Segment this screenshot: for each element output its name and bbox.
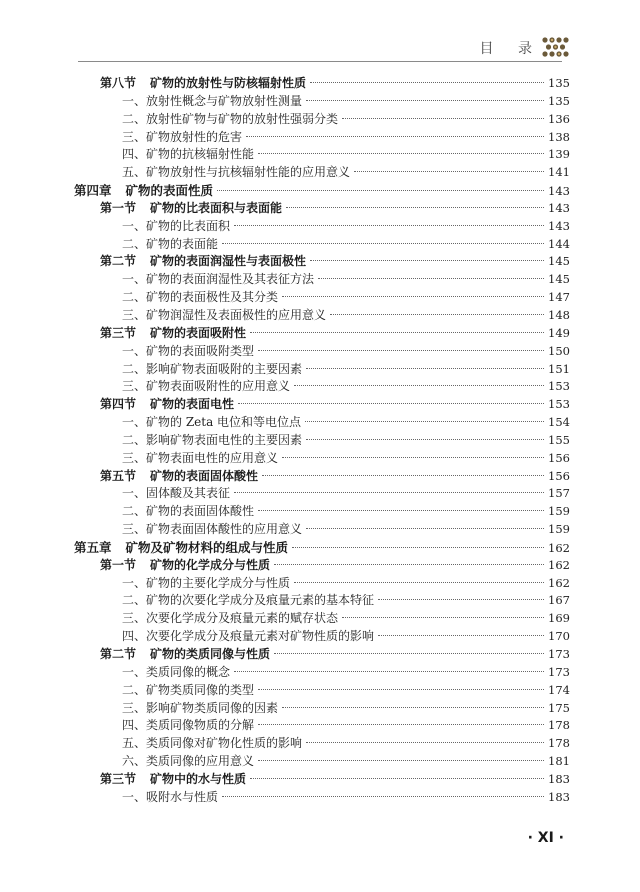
toc-entry-page: 151 [548,361,570,376]
toc-entry-page: 181 [548,754,570,769]
toc-entry-section[interactable] [74,75,570,93]
toc-entry-title: 矿物类质同像的类型 [146,682,255,697]
toc-entry-number: 第一节 [100,200,137,215]
toc-entry-label [122,664,230,682]
toc-entry-title: 类质同像的应用意义 [146,754,255,769]
toc-entry-title: 放射性概念与矿物放射性测量 [146,93,303,108]
toc-entry-number: 一、 [122,343,147,358]
toc-entry-label [100,200,282,218]
toc-entry-label [100,557,270,575]
toc-entry-title: 矿物的表面固体酸性 [150,468,259,483]
toc-entry-label [74,539,288,557]
toc-entry-section[interactable] [74,253,570,271]
dot-leader [306,100,544,101]
toc-entry-page: 178 [548,718,570,733]
toc-entry-sub[interactable] [74,753,570,771]
toc-entry-title: 矿物润湿性及表面极性的应用意义 [146,307,327,322]
toc-entry-label [122,129,242,147]
dot-leader [330,314,544,315]
toc-entry-title: 矿物放射性的危害 [146,129,243,144]
toc-entry-number: 三、 [122,611,147,626]
toc-entry-title: 矿物的表面性质 [125,183,214,199]
toc-entry-title: 矿物表面电性的应用意义 [146,450,279,465]
toc-entry-title: 矿物的表面极性及其分类 [146,290,279,305]
toc-entry-number: 三、 [122,522,147,537]
dot-leader [306,439,544,440]
toc-entry-sub[interactable] [74,307,570,325]
toc-entry-sub[interactable] [74,521,570,539]
toc-entry-number: 第一节 [100,557,137,572]
toc-entry-number: 二、 [122,111,147,126]
toc-entry-number: 三、 [122,129,147,144]
toc-entry-number: 一、 [122,575,147,590]
toc-entry-number: 一、 [122,218,147,233]
toc-entry-number: 二、 [122,432,147,447]
toc-entry-sub[interactable] [74,146,570,164]
toc-entry-page: 153 [548,379,570,394]
toc-entry-sub[interactable] [74,717,570,735]
dot-leader [306,368,544,369]
toc-entry-page: 147 [548,290,570,305]
dot-leader [305,421,544,422]
toc-entry-title: 影响矿物表面电性的主要因素 [146,432,303,447]
toc-entry-page: 173 [548,647,570,661]
toc-entry-label [122,735,302,753]
toc-entry-label [122,218,230,236]
dot-leader [342,617,544,618]
toc-entry-section[interactable] [74,396,570,414]
toc-entry-label [122,485,230,503]
toc-entry-sub[interactable] [74,789,570,807]
toc-entry-page: 157 [548,486,570,501]
toc-entry-title: 矿物的化学成分与性质 [150,557,271,572]
toc-entry-sub[interactable] [74,432,570,450]
toc-entry-page: 156 [548,468,570,483]
toc-entry-page: 145 [548,254,570,269]
toc-entry-sub[interactable] [74,378,570,396]
dot-leader [342,118,544,119]
toc-entry-title: 矿物的放射性与防核辐射性质 [150,76,307,90]
toc-entry-sub[interactable] [74,343,570,361]
toc-entry-number: 第二节 [100,647,137,661]
toc-entry-number: 第五章 [74,539,112,555]
toc-entry-number: 第四节 [100,397,137,412]
toc-entry-number: 四、 [122,147,147,162]
toc-entry-label [122,414,301,432]
dot-leader [306,742,544,743]
toc-entry-title: 矿物的表面吸附类型 [146,343,255,358]
toc-entry-title: 矿物的表面固体酸性 [146,504,255,519]
toc-entry-sub[interactable] [74,575,570,593]
running-title: 目 录 [479,41,542,57]
toc-entry-title: 矿物的次要化学成分及痕量元素的基本特征 [146,593,375,608]
toc-entry-sub[interactable] [74,93,570,111]
toc-entry-sub[interactable] [74,700,570,718]
dot-leader [222,796,544,797]
dot-leader [258,153,544,154]
dot-leader [282,296,544,297]
toc-entry-number: 一、 [122,415,147,430]
toc-entry-label [122,628,374,646]
toc-entry-section[interactable] [74,325,570,343]
dot-leader [282,707,544,708]
toc-entry-title: 矿物的表面润湿性与表面极性 [150,254,307,269]
toc-entry-number: 一、 [122,789,147,804]
toc-entry-page: 162 [548,557,570,572]
toc-entry-sub[interactable] [74,503,570,521]
dot-leader [234,671,544,672]
toc-entry-section[interactable] [74,557,570,575]
toc-entry-sub[interactable] [74,628,570,646]
toc-entry-title: 次要化学成分及痕量元素的赋存状态 [146,611,339,626]
toc-entry-title: 矿物表面吸附性的应用意义 [146,379,291,394]
toc-entry-label [122,789,218,807]
dot-leader [238,403,544,404]
toc-entry-number: 第三节 [100,325,137,340]
dot-leader [292,547,544,548]
toc-entry-label [100,646,270,664]
toc-entry-page: 135 [548,93,570,108]
dot-leader [282,457,544,458]
dot-leader [234,225,544,226]
dot-leader [274,653,544,654]
toc-entry-label [122,592,374,610]
toc-entry-page: 173 [548,664,570,679]
dot-leader [258,760,544,761]
toc-entry-section[interactable] [74,468,570,486]
toc-entry-title: 矿物的表面吸附性 [150,325,247,340]
toc-entry-label [100,75,306,93]
toc-entry-number: 第二节 [100,254,137,269]
toc-entry-number: 六、 [122,754,147,769]
toc-entry-page: 148 [548,307,570,322]
dot-leader [258,724,544,725]
toc-entry-page: 145 [548,272,570,287]
page-number: · XI · [527,830,564,846]
toc-entry-number: 一、 [122,486,147,501]
toc-entry-label [122,575,290,593]
toc-entry-sub[interactable] [74,414,570,432]
dot-leader [246,136,544,137]
toc-entry-page: 183 [548,771,570,786]
toc-entry-page: 138 [548,129,570,144]
toc-entry-number: 二、 [122,682,147,697]
toc-entry-sub[interactable] [74,450,570,468]
toc-entry-title: 固体酸及其表征 [146,486,231,501]
toc-entry-title: 放射性矿物与矿物的放射性强弱分类 [146,111,339,126]
toc-entry-number: 第三节 [100,771,137,786]
toc-entry-page: 153 [548,397,570,412]
toc-entry-label [122,503,254,521]
toc-entry-number: 二、 [122,361,147,376]
dot-leader [310,82,544,83]
dot-leader [274,564,544,565]
toc-entry-number: 二、 [122,593,147,608]
toc-entry-title: 矿物中的水与性质 [150,771,247,786]
toc-entry-title: 矿物放射性与抗核辐射性能的应用意义 [146,165,351,180]
toc-entry-page: 155 [548,432,570,447]
toc-entry-title: 矿物及矿物材料的组成与性质 [125,539,289,555]
toc-entry-page: 169 [548,611,570,626]
toc-entry-number: 一、 [122,93,147,108]
toc-entry-sub[interactable] [74,236,570,254]
toc-entry-page: 150 [548,343,570,358]
toc-entry-number: 二、 [122,504,147,519]
toc-entry-label [74,182,213,200]
toc-entry-title: 矿物表面固体酸性的应用意义 [146,522,303,537]
toc-entry-title: 矿物的表面润湿性及其表征方法 [146,272,315,287]
toc-entry-number: 二、 [122,236,147,251]
toc-entry-label [122,753,254,771]
toc-entry-page: 143 [548,184,570,199]
toc-entry-label [122,610,338,628]
toc-entry-label [122,343,254,361]
toc-entry-sub[interactable] [74,289,570,307]
dot-leader [378,635,544,636]
toc-entry-page: 136 [548,111,570,126]
toc-entry-sub[interactable] [74,129,570,147]
toc-entry-label [122,93,302,111]
toc-entry-title: 次要化学成分及痕量元素对矿物性质的影响 [146,629,375,644]
toc-entry-page: 135 [548,76,570,90]
dot-leader [310,260,544,261]
toc-entry-title: 矿物的 Zeta 电位和等电位点 [146,415,302,430]
toc-entry-label [122,236,218,254]
toc-entry-label [122,164,350,182]
toc-entry-number: 第八节 [100,76,137,90]
toc-entry-label [100,771,246,789]
toc-entry-page: 156 [548,450,570,465]
toc-entry-label [100,396,234,414]
toc-entry-number: 第四章 [74,183,112,199]
toc-entry-number: 一、 [122,664,147,679]
toc-entry-sub[interactable] [74,271,570,289]
toc-entry-sub[interactable] [74,682,570,700]
toc-entry-page: 183 [548,789,570,804]
toc-entry-label [122,361,302,379]
toc-entry-label [122,146,254,164]
toc-entry-sub[interactable] [74,361,570,379]
dot-leader [217,190,544,191]
dot-leader [318,278,544,279]
toc-entry-label [100,253,306,271]
toc-entry-number: 二、 [122,290,147,305]
toc-entry-number: 五、 [122,736,147,751]
toc-entry-title: 矿物的比表面积与表面能 [150,200,283,215]
toc-entry-page: 175 [548,700,570,715]
dot-leader [378,599,544,600]
toc-entry-label [122,378,290,396]
toc-entry-section[interactable] [74,771,570,789]
dot-leader [306,528,544,529]
toc-entry-title: 矿物的主要化学成分与性质 [146,575,291,590]
toc-entry-label [122,289,278,307]
toc-entry-page: 178 [548,736,570,751]
dot-leader [234,492,544,493]
toc-entry-title: 类质同像对矿物化性质的影响 [146,736,303,751]
toc-entry-sub[interactable] [74,664,570,682]
dot-leader [222,243,544,244]
toc-entry-title: 矿物的类质同像与性质 [150,647,271,661]
dot-leader [250,332,544,333]
toc-entry-label [122,682,254,700]
toc-entry-number: 第五节 [100,468,137,483]
dot-leader [258,510,544,511]
dot-leader [286,207,544,208]
toc-entry-sub[interactable] [74,592,570,610]
toc-entry-label [122,521,302,539]
toc-entry-sub[interactable] [74,218,570,236]
toc-entry-page: 174 [548,682,570,697]
toc-entry-page: 144 [548,236,570,251]
toc-entry-label [100,325,246,343]
toc-entry-page: 139 [548,147,570,162]
page-header [0,0,640,62]
toc-entry-label [122,450,278,468]
toc-entry-number: 三、 [122,450,147,465]
toc-entry-number: 一、 [122,272,147,287]
toc-entry-page: 149 [548,325,570,340]
toc-entry-page: 162 [548,540,570,555]
table-of-contents [74,75,570,807]
toc-entry-label [122,717,254,735]
toc-entry-title: 吸附水与性质 [146,789,219,804]
toc-entry-chapter[interactable] [74,539,570,557]
toc-entry-title: 类质同像物质的分解 [146,718,255,733]
dot-leader [354,171,544,172]
toc-entry-title: 矿物的比表面积 [146,218,231,233]
toc-entry-page: 167 [548,593,570,608]
toc-entry-title: 矿物的抗核辐射性能 [146,147,255,162]
toc-entry-title: 类质同像的概念 [146,664,231,679]
toc-entry-page: 159 [548,522,570,537]
toc-entry-label [100,468,258,486]
toc-entry-label [122,700,278,718]
toc-entry-section[interactable] [74,200,570,218]
toc-entry-number: 五、 [122,165,147,180]
toc-entry-page: 154 [548,415,570,430]
toc-entry-page: 159 [548,504,570,519]
toc-entry-page: 143 [548,218,570,233]
toc-entry-sub[interactable] [74,111,570,129]
header-rule [78,61,562,62]
toc-entry-label [122,307,326,325]
toc-entry-chapter[interactable] [74,182,570,200]
toc-entry-label [122,432,302,450]
toc-entry-label [122,111,338,129]
toc-entry-page: 170 [548,629,570,644]
toc-entry-number: 三、 [122,307,147,322]
toc-entry-number: 四、 [122,718,147,733]
toc-entry-label [122,271,314,289]
toc-entry-title: 影响矿物类质同像的因素 [146,700,279,715]
toc-entry-number: 三、 [122,700,147,715]
toc-entry-sub[interactable] [74,735,570,753]
toc-entry-page: 162 [548,575,570,590]
dot-leader [250,778,544,779]
toc-entry-title: 影响矿物表面吸附的主要因素 [146,361,303,376]
dot-leader [294,385,544,386]
toc-entry-section[interactable] [74,646,570,664]
dot-leader [294,582,544,583]
toc-entry-sub[interactable] [74,485,570,503]
dot-leader [262,475,544,476]
toc-entry-number: 三、 [122,379,147,394]
toc-entry-title: 矿物的表面电性 [150,397,235,412]
toc-entry-sub[interactable] [74,610,570,628]
toc-entry-number: 四、 [122,629,147,644]
dot-leader [258,689,544,690]
toc-entry-sub[interactable] [74,164,570,182]
dot-leader [258,350,544,351]
toc-entry-page: 141 [548,165,570,180]
toc-entry-page: 143 [548,200,570,215]
dot-grid-logo-icon [540,36,570,58]
toc-entry-title: 矿物的表面能 [146,236,219,251]
